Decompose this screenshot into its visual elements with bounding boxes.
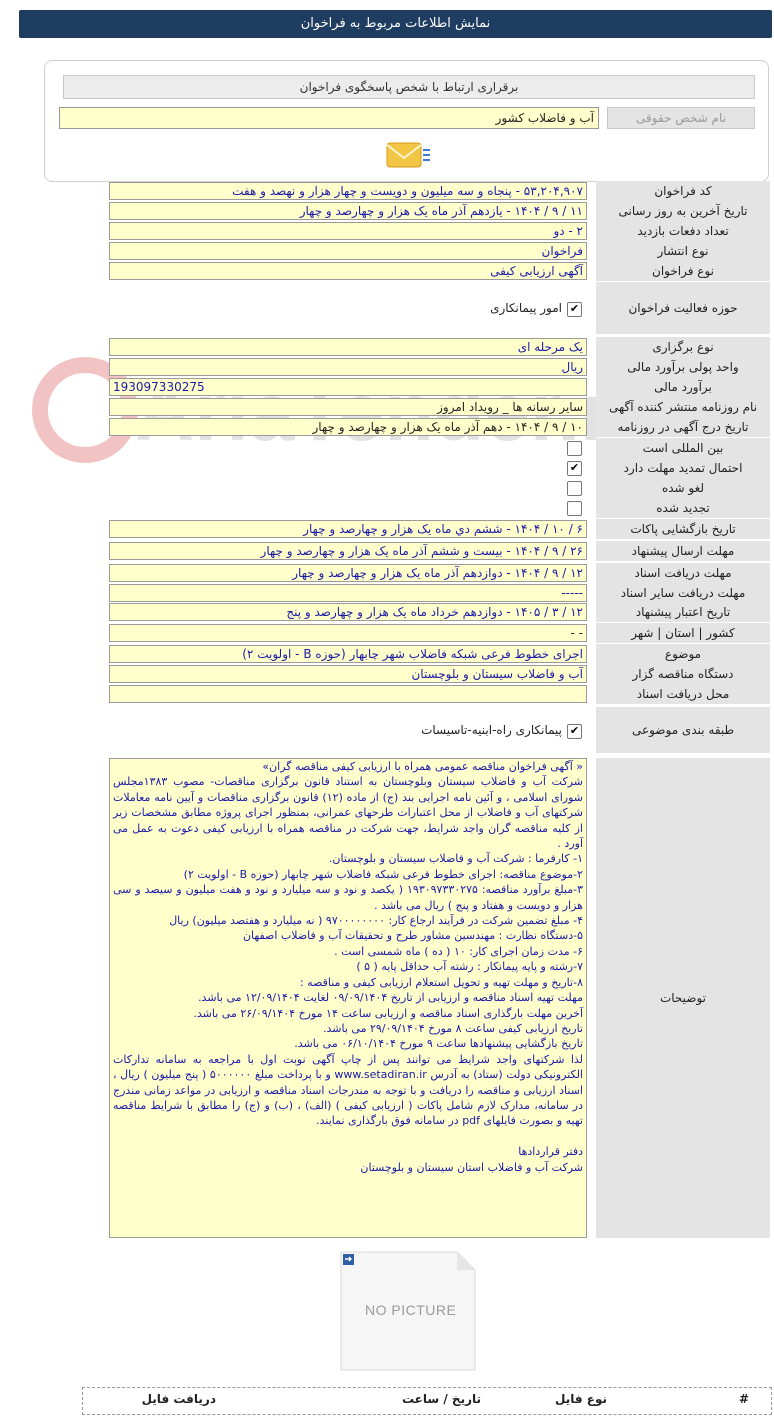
field-label: نوع برگزاری: [596, 337, 770, 357]
no-picture-image: [337, 1250, 477, 1372]
field-value: فراخوان: [109, 242, 587, 260]
mail-icon[interactable]: [385, 139, 433, 176]
field-label: لغو شده: [596, 478, 770, 498]
field-call-type: [107, 261, 770, 281]
field-label: احتمال تمدید مهلت دارد: [596, 458, 770, 478]
field-label: کد فراخوان: [596, 181, 770, 201]
field-label: واحد پولی برآورد مالی: [596, 357, 770, 377]
field-label: تاریخ آخرین به روز رسانی: [596, 201, 770, 221]
field-other-doc-deadline: [107, 583, 770, 603]
category-text: پیمانکاری راه-ابنیه-تاسیسات: [421, 723, 562, 737]
no-picture-text: NO PICTURE: [365, 1302, 457, 1318]
field-renewed: [107, 498, 770, 518]
field-extension: [107, 458, 770, 478]
field-value: ۱۲ / ۳ / ۱۴۰۵ - دوازدهم خرداد ماه یک هزار و چهارصد و پنج: [109, 603, 587, 621]
field-international: [107, 438, 770, 458]
field-organizer: [107, 664, 770, 684]
field-label: برآورد مالی: [596, 377, 770, 397]
field-publication-type: [107, 241, 770, 261]
col-number: #: [738, 1392, 749, 1406]
field-category: [107, 707, 770, 753]
contact-name-label: نام شخص حقوقی: [607, 107, 755, 129]
field-value: -----: [109, 584, 587, 602]
field-label: توضیحات: [596, 758, 770, 1238]
field-value: ۱۰ / ۹ / ۱۴۰۴ - دهم آذر ماه یک هزار و چهارصد و چهار: [109, 418, 587, 436]
field-location: [107, 623, 770, 643]
field-subject: [107, 644, 770, 664]
field-value: ۲۶ / ۹ / ۱۴۰۴ - بیست و ششم آذر ماه یک هزار و چهارصد و چهار: [109, 542, 587, 560]
col-file-type: نوع فایل: [555, 1392, 607, 1406]
field-value: یک مرحله ای: [109, 338, 587, 356]
field-value: 193097330275: [109, 378, 587, 396]
field-value: ریال: [109, 358, 587, 376]
extension-checkbox[interactable]: ✔: [567, 461, 582, 476]
field-newspaper-date: [107, 417, 770, 437]
field-label: تاریخ درج آگهی در روزنامه: [596, 417, 770, 437]
field-value: آب و فاضلاب سیستان و بلوچستان: [109, 665, 587, 683]
field-submit-deadline: [107, 541, 770, 561]
category-checkbox[interactable]: ✔: [567, 724, 582, 739]
field-label: طبقه بندی موضوعی: [596, 707, 770, 753]
activity-checkbox[interactable]: ✔: [567, 302, 582, 317]
description-text: « آگهی فراخوان مناقصه عمومی همراه با ارزیابی کیفی مناقصه گران» شرکت آب و فاضلاب سیستان وبلوچستان به استناد قانون برگزاری مناقصات- مصوب ۱۳۸۳مجلس شورای اسلامی ، و آئین نامه اجرایی بند (ج) از ماده (۱۲) قانون برگزاری مناقصات و آیین نامه معاملات شرکتهای آب و فاضلاب از محل اعتبارات طرحهای عمرانی، بمنظور اجرای پروژه مطابق مشخصات زیر از کلیه مناقصه گران واجد شرایط، جهت شرکت در مناقصه همراه با ارزیابی کیفی دعوت به عمل می آورد . ۱- کارفرما : شرکت آب و فاضلاب سیستان و بلوچستان. ۲-موضوع مناقصه: اجرای خطوط فرعی شبکه فاضلاب شهر چابهار (حوزه B - اولویت ۲) ۳-مبلغ برآورد مناقصه: ۱۹۳۰۹۷۳۳۰۲۷۵ ( یکصد و نود و سه میلیارد و نود و هفت میلیون و سیصد و سی هزار و دویست و هفتاد و پنج ) ریال می باشد . ۴- مبلغ تضمین شرکت در فرآیند ارجاع کار: ۹۷۰۰۰۰۰۰۰۰ ( نه میلیارد و هفتصد میلیون) ریال ۵-دستگاه نظارت : مهندسین مشاور طرح و تحقیقات آب و فاضلاب اصفهان ۶- مدت زمان اجرای کار: ۱۰ ( ده ) ماه شمسی است . ۷-رشته و پایه پیمانکار : رشته آب حداقل پایه ( ۵ ) ۸-تاریخ و مهلت تهیه و تحویل استعلام ارزیابی کیفی و مناقصه : مهلت تهیه اسناد مناقصه و ارزیابی از تاریخ ۰۹/۰۹/۱۴۰۴ لغایت ۱۲/۰۹/۱۴۰۴ می باشد. آخرین مهلت بارگذاری اسناد مناقصه و ارزیابی ساعت ۱۴ مورخ ۲۶/۰۹/۱۴۰۴ می باشد. تاریخ ارزیابی کیفی ساعت ۸ مورخ ۲۹/۰۹/۱۴۰۴ می باشد. تاریخ بازگشایی پیشنهادها ساعت ۹ مورخ ۰۶/۱۰/۱۴۰۴ می باشد. لذا شرکتهای واجد شرایط می توانند پس از چاپ آگهی نوبت اول با مراجعه به سامانه تدارکات الکترونیکی دولت (ستاد) به آدرس www.setadiran.ir و با پرداخت مبلغ ۵۰۰۰۰۰۰ ( پنج میلیون ) ریال ، اسناد ارزیابی و مناقصه را دریافت و با توجه به مندرجات اسناد مناقصه و ارزیابی در مواعد زمانی مندرج در سامانه، مدارک لازم شامل پاکات ( ارزیابی کیفی ) (الف) ، (ب) و (ج) را مطابق با شرایط مناقصه تهیه و بصورت فایلهای pdf در سامانه فوق بارگذاری نمایند. دفتر قراردادها شرکت آب و فاضلاب استان سیستان و بلوچستان: [109, 758, 587, 1238]
field-label: کشور | استان | شهر: [596, 623, 770, 643]
contact-header: برقراری ارتباط با شخص پاسخگوی فراخوان: [63, 75, 755, 99]
field-doc-place: [107, 684, 770, 704]
field-label: نام روزنامه منتشر کننده آگهی: [596, 397, 770, 417]
field-label: نوع انتشار: [596, 241, 770, 261]
page-title: نمایش اطلاعات مربوط به فراخوان: [19, 10, 772, 38]
field-label: مهلت ارسال پیشنهاد: [596, 541, 770, 561]
field-label: تعداد دفعات بازدید: [596, 221, 770, 241]
col-date-time: تاریخ / ساعت: [401, 1392, 481, 1406]
field-doc-deadline: [107, 563, 770, 583]
field-value: ۱۲ / ۹ / ۱۴۰۴ - دوازدهم آذر ماه یک هزار و چهارصد و چهار: [109, 564, 587, 582]
field-value: ۲ - دو: [109, 222, 587, 240]
field-holding-type: [107, 337, 770, 357]
field-activity: [107, 282, 770, 334]
field-code: [107, 181, 770, 201]
field-value: سایر رسانه ها _ رویداد امروز: [109, 398, 587, 416]
field-label: تجدید شده: [596, 498, 770, 518]
field-value: اجرای خطوط فرعی شبکه فاضلاب شهر چابهار (حوزه B - اولویت ۲): [109, 645, 587, 663]
field-value: [109, 685, 587, 703]
renewed-checkbox[interactable]: [567, 501, 582, 516]
field-value: ۱۱ / ۹ / ۱۴۰۴ - یازدهم آذر ماه یک هزار و چهارصد و چهار: [109, 202, 587, 220]
field-value: ۶ / ۱۰ / ۱۴۰۴ - ششم دي ماه یک هزار و چهارصد و چهار: [109, 520, 587, 538]
international-checkbox[interactable]: [567, 441, 582, 456]
files-table-header: [82, 1387, 772, 1415]
field-label: بین المللی است: [596, 438, 770, 458]
field-label: حوزه فعالیت فراخوان: [596, 282, 770, 334]
field-visits: [107, 221, 770, 241]
field-estimate: [107, 377, 770, 397]
field-currency: [107, 357, 770, 377]
field-newspaper: [107, 397, 770, 417]
field-label: تاریخ اعتبار پیشنهاد: [596, 602, 770, 622]
contact-name-value: آب و فاضلاب کشور: [59, 107, 599, 129]
field-label: دستگاه مناقصه گزار: [596, 664, 770, 684]
field-validity: [107, 602, 770, 622]
field-value: ۵۳,۲۰۴,۹۰۷ - پنجاه و سه میلیون و دویست و چهار هزار و نهصد و هفت: [109, 182, 587, 200]
col-download: دریافت فایل: [141, 1392, 216, 1406]
field-label: تاریخ بازگشایی پاکات: [596, 519, 770, 539]
field-label: موضوع: [596, 644, 770, 664]
activity-text: امور پیمانکاری: [490, 301, 562, 315]
field-label: مهلت دریافت سایر اسناد: [596, 583, 770, 603]
field-opening-date: [107, 519, 770, 539]
contact-panel: [44, 60, 769, 182]
field-cancelled: [107, 478, 770, 498]
field-value: - -: [109, 624, 587, 642]
field-label: محل دریافت اسناد: [596, 684, 770, 704]
field-description: [107, 758, 770, 1238]
field-label: نوع فراخوان: [596, 261, 770, 281]
field-label: مهلت دریافت اسناد: [596, 563, 770, 583]
contact-name-row: [63, 107, 755, 127]
field-last-update: [107, 201, 770, 221]
cancelled-checkbox[interactable]: [567, 481, 582, 496]
field-value: آگهی ارزیابی کیفی: [109, 262, 587, 280]
